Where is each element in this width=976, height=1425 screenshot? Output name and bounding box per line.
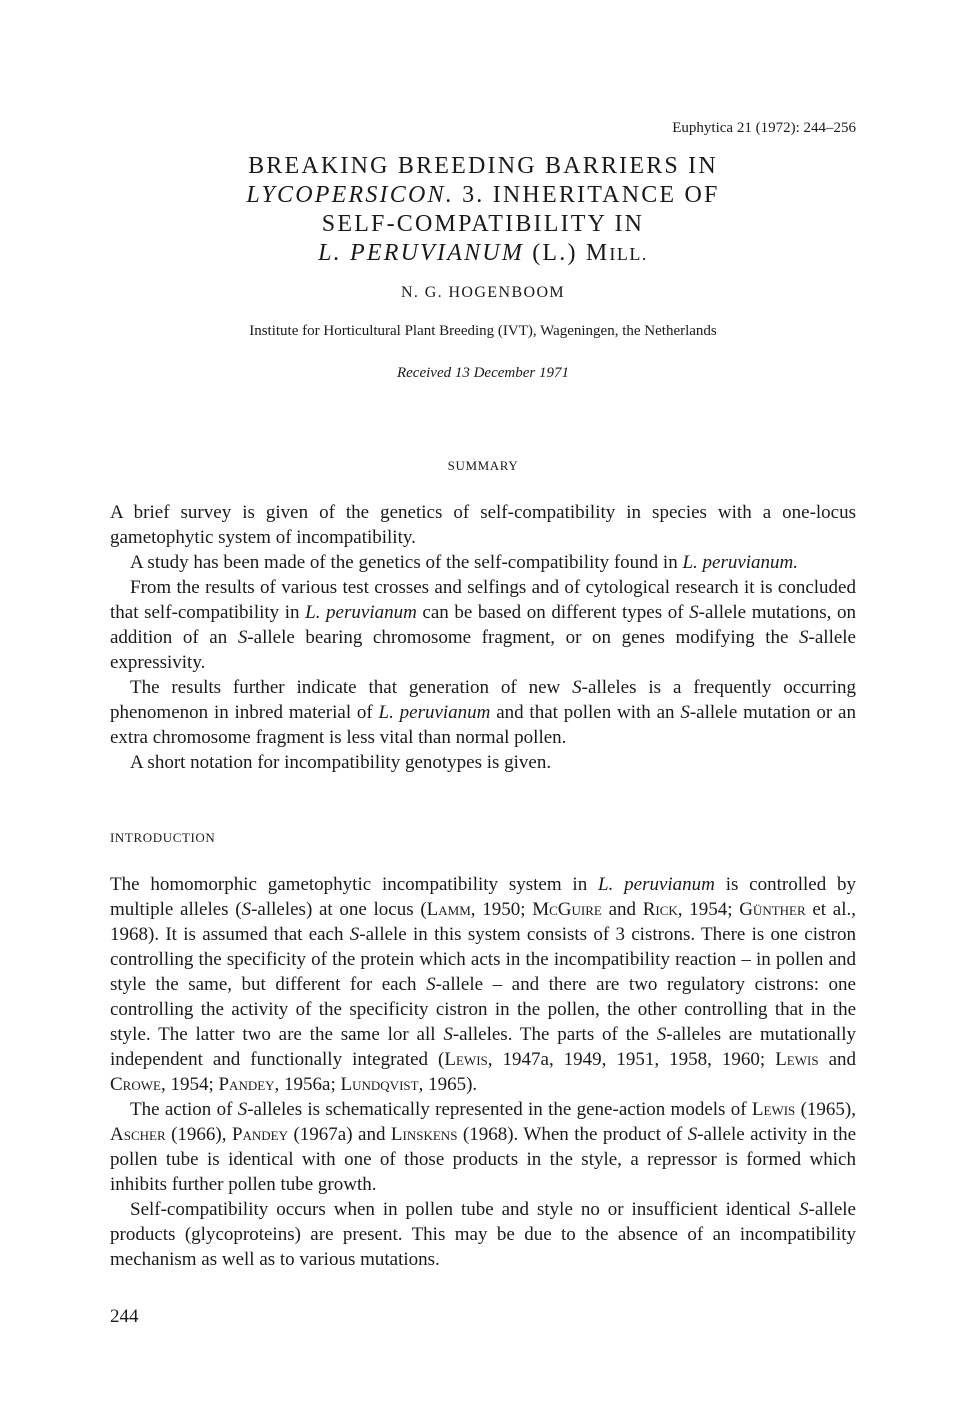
introduction-section (110, 872, 856, 1272)
intro-p1-text: , 1965). (418, 1074, 478, 1095)
summary-paragraph-5: A short notation for incompatibility genotypes is given. (130, 752, 552, 773)
intro-p3-text: -allele products (glycoproteins) are present. This may be due to the absence of an incompatibility mechanism as well as to various mutations. (110, 1199, 856, 1270)
intro-p1-s: S (426, 974, 436, 995)
intro-p1-text: -allele – and there are two regulatory cistrons: one controlling the activity of the specificity cistron in the pollen, the other controlling that in the style. The latter two are the same lor all (110, 974, 856, 1045)
introduction-heading: INTRODUCTION (110, 830, 216, 845)
citation-author: Pandey (231, 1124, 289, 1145)
summary-p4-text-c: and that pollen with an (490, 702, 681, 723)
summary-p4-text-d: -allele mutation or an extra chromosome fragment is less vital than normal pollen. (110, 702, 856, 748)
intro-p1-text: , 1954; (677, 899, 740, 920)
intro-p1-text: -alleles. The parts of the (452, 1024, 657, 1045)
intro-p1-text: -allele in this system consists of 3 cistrons. There is one cistron controlling the specificity of the protein which acts in the incompatibility reaction – in pollen and style the same, but different for each (110, 924, 856, 995)
summary-p3-s-3: S (799, 627, 809, 648)
intro-p2-text: The action of (130, 1099, 238, 1120)
intro-p2-text: (1966), (165, 1124, 232, 1145)
citation-author: Lewis (444, 1049, 488, 1070)
intro-p1-text: , 1950; (470, 899, 533, 920)
intro-p1-s: S (241, 899, 252, 920)
title-species: L. PERUVIANUM (318, 240, 525, 266)
intro-p2-text: -alleles is schematically represented in the gene-action models of (247, 1099, 752, 1120)
title-line-1: BREAKING BREEDING BARRIERS IN (248, 153, 718, 179)
article-title (110, 152, 856, 269)
summary-p3-text-e: -allele expressivity. (110, 627, 856, 673)
summary-section (110, 500, 856, 775)
intro-p2-s: S (237, 1099, 248, 1120)
summary-p4-species: L. peruvianum (378, 702, 491, 723)
citation-author: Rick (642, 899, 678, 920)
intro-p1-text: , 1954; (160, 1074, 219, 1095)
summary-p3-s-1: S (689, 602, 699, 623)
summary-p4-s-1: S (572, 677, 582, 698)
intro-p1-s: S (349, 924, 360, 945)
summary-heading: SUMMARY (447, 458, 519, 473)
author-affiliation: Institute for Horticultural Plant Breeding (IVT), Wageningen, the Netherlands (249, 323, 717, 339)
intro-p2-text: -allele activity in the pollen tube is identical with one of those products in the style, a repressor is formed which inhibits further pollen tube growth. (110, 1124, 857, 1195)
intro-paragraph-3 (110, 1197, 856, 1272)
citation-author: Lundqvist (340, 1074, 419, 1095)
author-name: N. G. HOGENBOOM (400, 284, 566, 301)
intro-p2-s: S (687, 1124, 698, 1145)
intro-p3-text: Self-compatibility occurs when in pollen tube and style no or insufficient identical (130, 1199, 800, 1220)
intro-paragraph-1 (110, 872, 856, 1097)
summary-p3-text-a: From the results of various test crosses and selfings and of cytological research it is concluded that self-compatibility in (110, 577, 856, 623)
summary-p3-text-d: -allele bearing chromosome fragment, or on genes modifying the (247, 627, 800, 648)
intro-p3-s: S (799, 1199, 809, 1220)
citation-author: Lewis (775, 1049, 819, 1070)
intro-p1-s: S (656, 1024, 667, 1045)
summary-p2-species: L. peruvianum. (682, 552, 799, 573)
intro-p1-text: is controlled by multiple alleles ( (110, 874, 857, 920)
intro-p1-text: -alleles are mutationally independent and functionally integrated ( (110, 1024, 856, 1070)
intro-p1-s: S (443, 1024, 453, 1045)
citation-author: Lamm (426, 899, 471, 920)
intro-p1-text: and (818, 1049, 857, 1070)
summary-paragraph-4 (110, 675, 856, 750)
intro-p1-text: The homomorphic gametophytic incompatibility system in (110, 874, 599, 895)
summary-p3-s-2: S (237, 627, 248, 648)
title-line-4-smallcaps: ILL. (609, 244, 648, 264)
received-date: Received 13 December 1971 (396, 365, 569, 381)
summary-p4-text-a: The results further indicate that generation of new (130, 677, 573, 698)
intro-p1-text: , 1956a; (274, 1074, 341, 1095)
summary-p3-text-b: can be based on different types of (416, 602, 690, 623)
title-line-2-rest: 3. INHERITANCE OF (453, 182, 720, 208)
title-line-2 (110, 181, 856, 210)
intro-p2-text: (1967a) and (288, 1124, 391, 1145)
citation-author: Lewis (751, 1099, 796, 1120)
intro-p1-text: -alleles) at one locus ( (251, 899, 427, 920)
title-line-4 (110, 239, 856, 269)
journal-reference: Euphytica 21 (1972): 244–256 (672, 120, 856, 136)
summary-paragraph-1: A brief survey is given of the genetics of self-compatibility in species with a one-locus gametophytic system of incompatibility. (110, 502, 856, 548)
title-line-4-mid: (L.) M (524, 240, 610, 266)
citation-author: Ascher (110, 1124, 166, 1145)
summary-paragraph-2 (110, 550, 856, 575)
summary-p4-text-b: -alleles is a frequently occurring phenomenon in inbred material of (110, 677, 857, 723)
citation-author: McGuire (532, 899, 602, 920)
intro-p2-text: (1965), (795, 1099, 856, 1120)
summary-p4-s-2: S (680, 702, 690, 723)
summary-paragraph-3 (110, 575, 856, 675)
citation-author: Günther (739, 899, 806, 920)
title-line-3: SELF-COMPATIBILITY IN (321, 211, 645, 237)
intro-p1-text: , 1947a, 1949, 1951, 1958, 1960; (487, 1049, 776, 1070)
summary-p3-species: L. peruvianum (305, 602, 417, 623)
summary-p3-text-c: -allele mutations, on addition of an (110, 602, 857, 648)
title-genus: LYCOPERSICON. (246, 182, 454, 208)
page-number: 244 (110, 1306, 139, 1327)
intro-p1-species: L. peruvianum (598, 874, 715, 895)
intro-p1-text: and (601, 899, 643, 920)
summary-p2-text: A study has been made of the genetics of the self-compatibility found in (130, 552, 683, 573)
citation-author: Crowe (110, 1074, 161, 1095)
citation-author: Linskens (390, 1124, 458, 1145)
intro-paragraph-2 (110, 1097, 856, 1197)
intro-p1-text: et al., 1968). It is assumed that each (110, 899, 856, 945)
citation-author: Pandey (218, 1074, 275, 1095)
intro-p2-text: (1968). When the product of (457, 1124, 688, 1145)
